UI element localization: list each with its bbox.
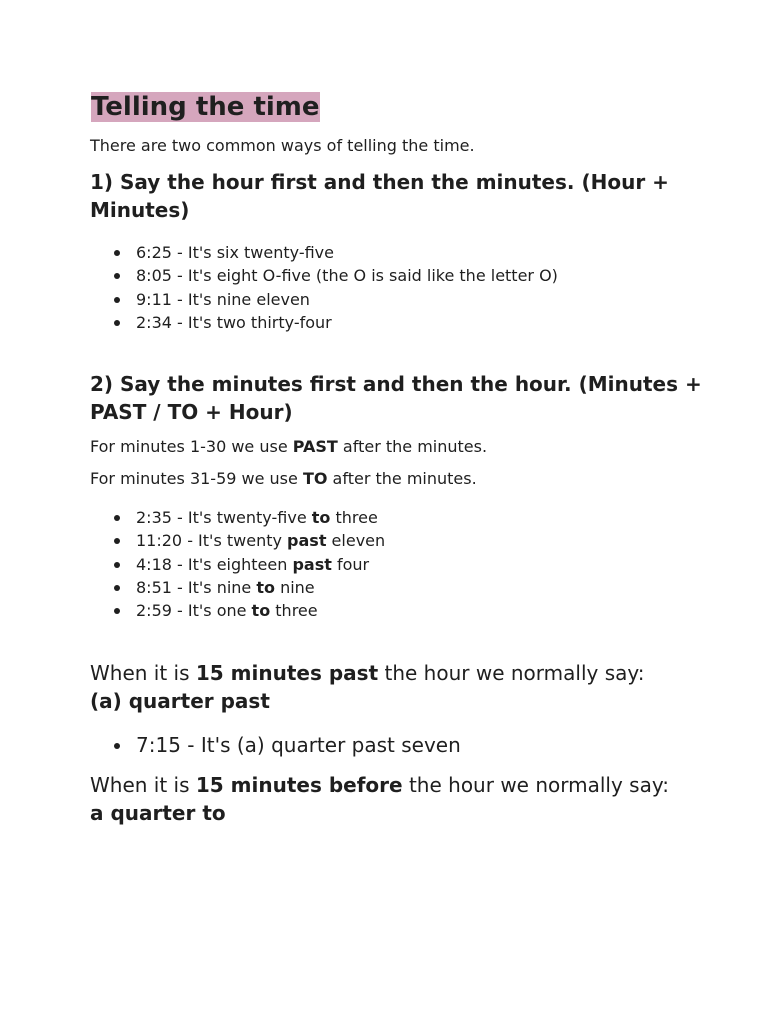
quarter-to-text: When it is 15 minutes before the hour we normally say: a quarter to: [90, 773, 669, 825]
list-item: 7:15 - It's (a) quarter past seven: [108, 731, 461, 759]
intro-text: There are two common ways of telling the time.: [90, 136, 475, 155]
to-rule-text: For minutes 31-59 we use TO after the minutes.: [90, 469, 477, 488]
quarter-past-text: When it is 15 minutes past the hour we normally say: (a) quarter past: [90, 661, 645, 713]
page-title: Telling the time: [91, 92, 320, 122]
list-item: 2:35 - It's twenty-five to three: [108, 506, 385, 529]
section2-list: [108, 506, 385, 622]
list-item: 2:59 - It's one to three: [108, 599, 385, 622]
list-item: 6:25 - It's six twenty-five: [108, 241, 558, 264]
section2-heading: 2) Say the minutes first and then the hour. (Minutes + PAST / TO + Hour): [90, 372, 702, 424]
list-item: 11:20 - It's twenty past eleven: [108, 529, 385, 552]
list-item: 4:18 - It's eighteen past four: [108, 553, 385, 576]
list-item: 2:34 - It's two thirty-four: [108, 311, 558, 334]
list-item: 8:05 - It's eight O-five (the O is said like the letter O): [108, 264, 558, 287]
section1-heading: 1) Say the hour first and then the minutes. (Hour + Minutes): [90, 170, 669, 222]
past-rule-text: For minutes 1-30 we use PAST after the minutes.: [90, 437, 488, 456]
section1-list: [108, 241, 558, 334]
quarter-past-list: [108, 731, 461, 759]
list-item: 8:51 - It's nine to nine: [108, 576, 385, 599]
list-item: 9:11 - It's nine eleven: [108, 288, 558, 311]
